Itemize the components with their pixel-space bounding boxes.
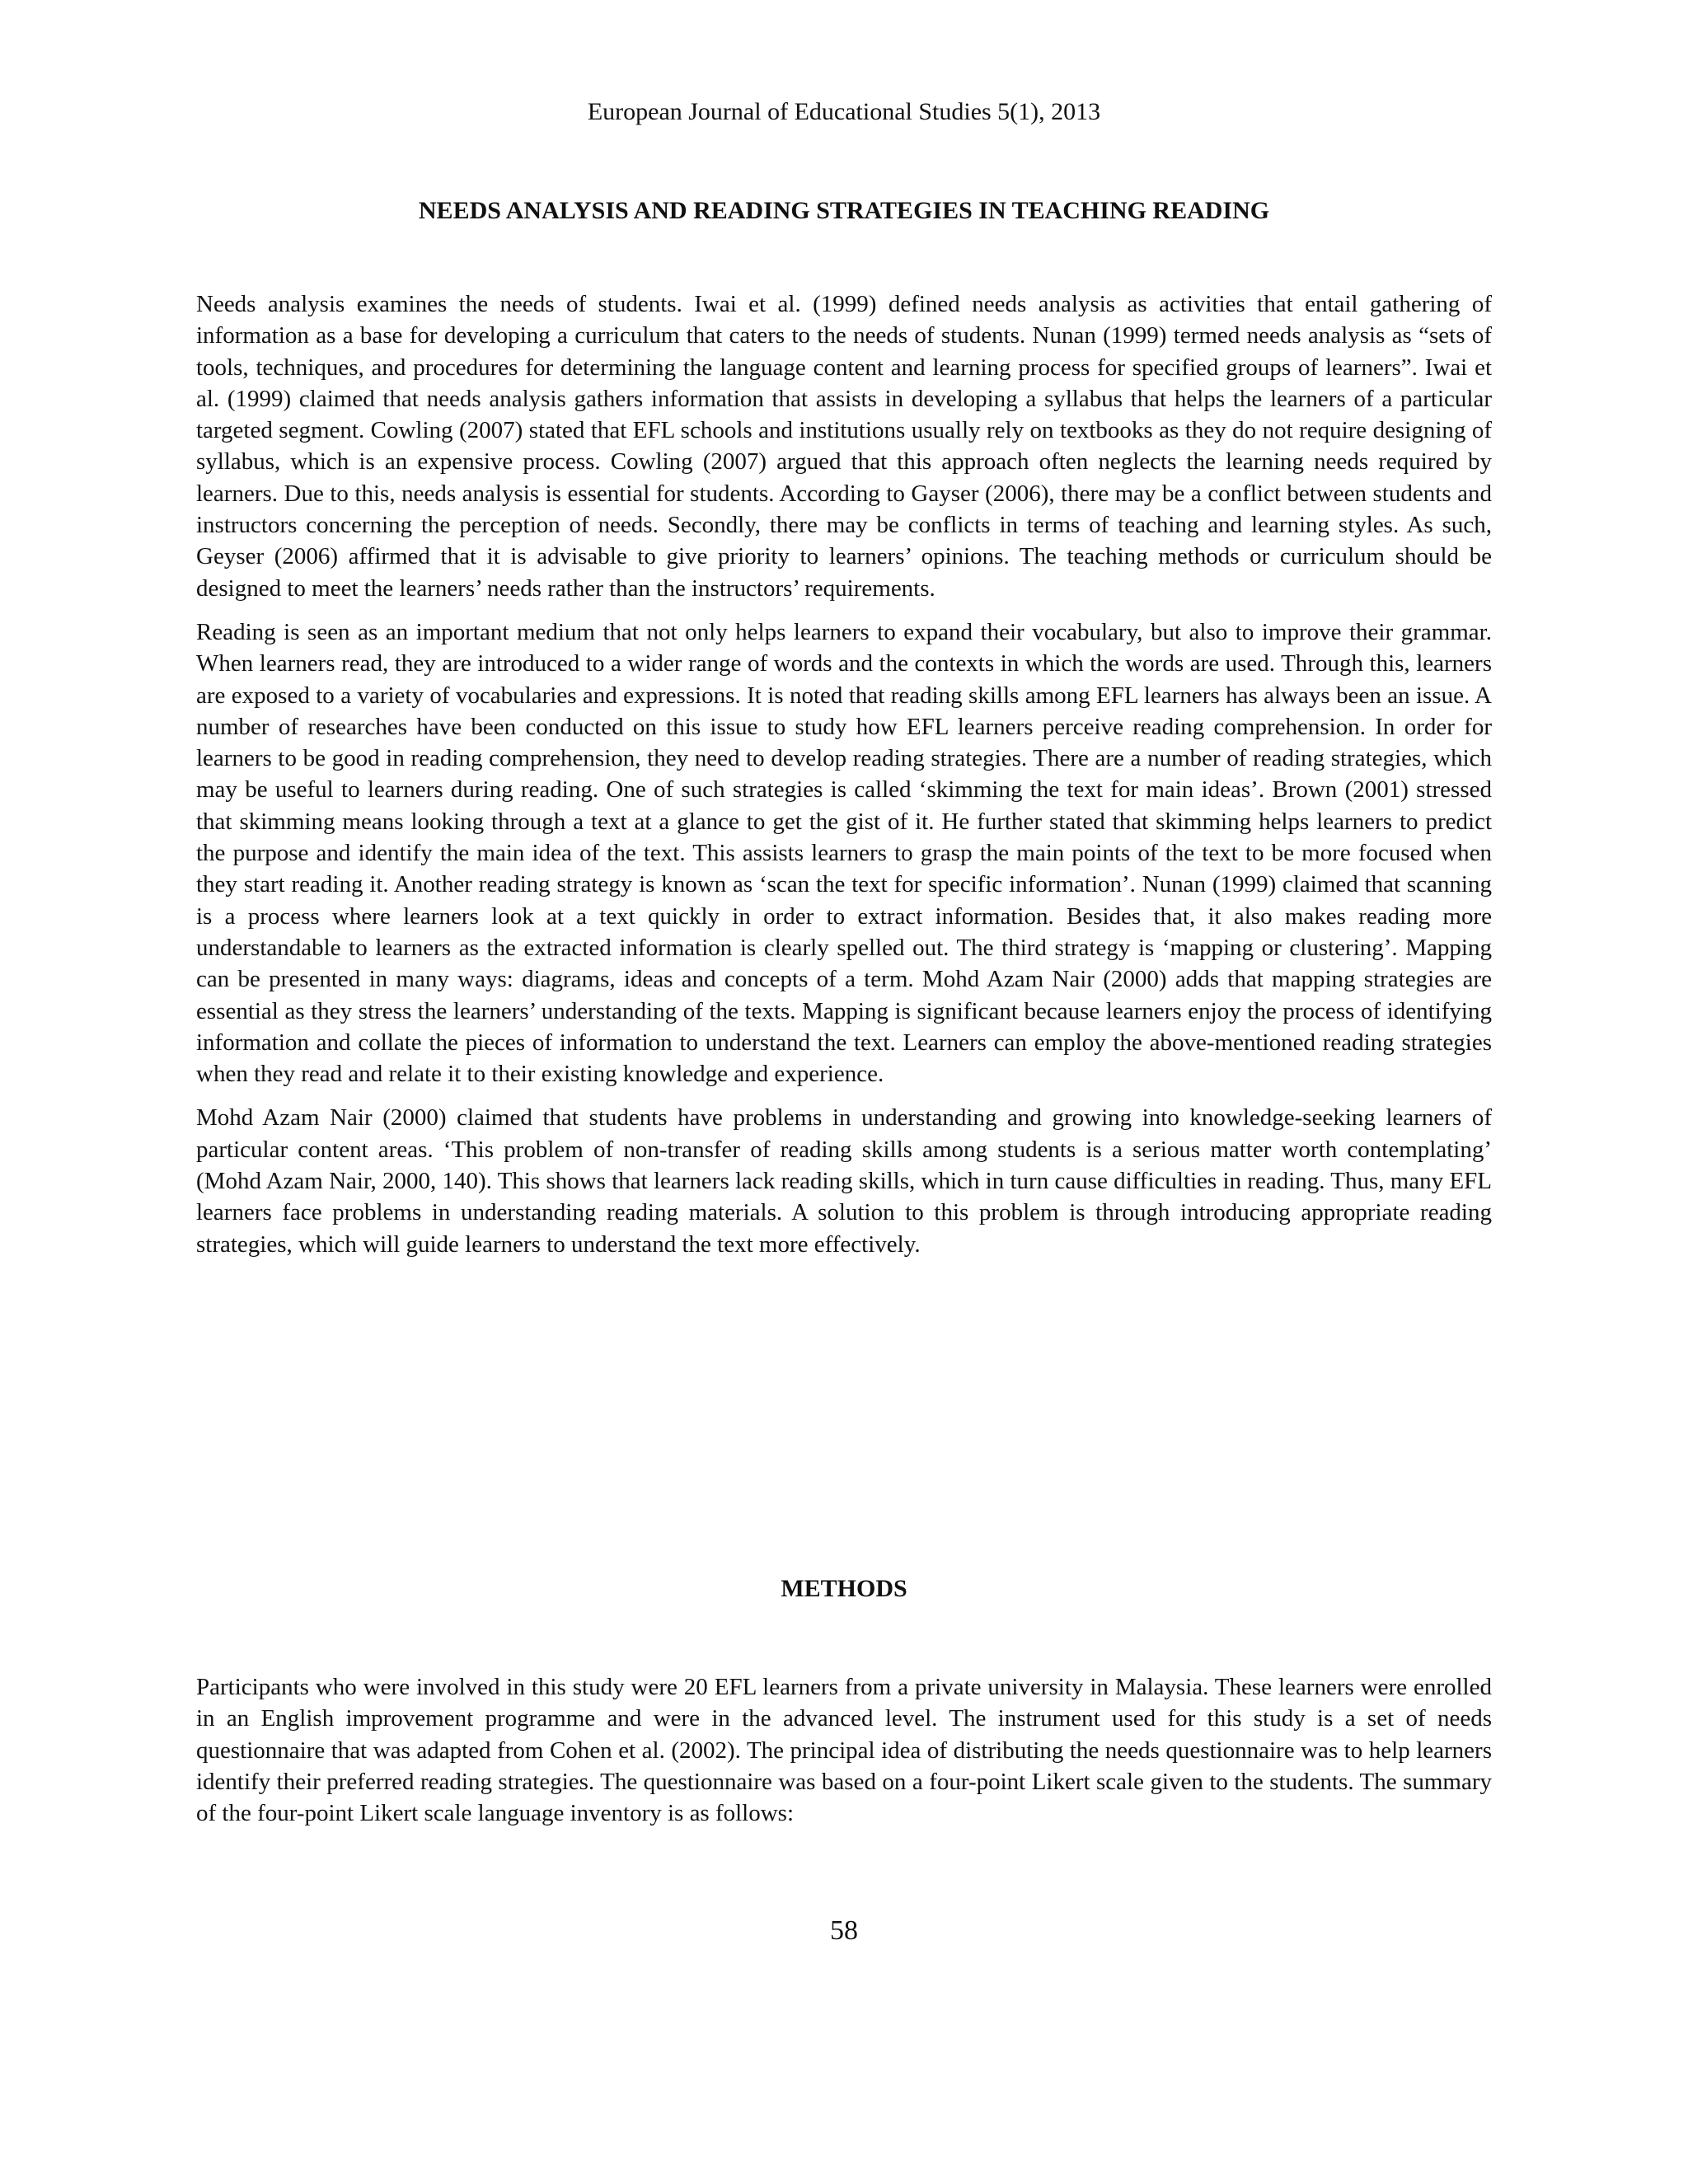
paragraph-reading-problems: Mohd Azam Nair (2000) claimed that students have problems in understanding and growing into knowledge-seeking learners of particular content areas. ‘This problem of non-transfer of reading skills among students is a serious matter worth contemplating’ (Mohd Azam Nair, 2000, 140). This shows that learners lack reading skills, which in turn cause difficulties in reading. Thus, many EFL learners face problems in understanding reading materials. A solution to this problem is through introducing appropriate reading strategies, which will guide learners to understand the text more effectively. bbox=[196, 1104, 1492, 1258]
paragraph-needs-analysis: Needs analysis examines the needs of students. Iwai et al. (1999) defined needs analysis as activities that entail gathering of information as a base for developing a curriculum that caters to the needs of students. Nunan (1999) termed needs analysis as “sets of tools, techniques, and procedures for determining the language content and learning process for specified groups of learners”. Iwai et al. (1999) claimed that needs analysis gathers information that assists in developing a syllabus that helps the learners of a particular targeted segment. Cowling (2007) stated that EFL schools and institutions usually rely on textbooks as they do not require designing of syllabus, which is an expensive process. Cowling (2007) argued that this approach often neglects the learning needs required by learners. Due to this, needs analysis is essential for students. According to Gayser (2006), there may be a conflict between students and instructors concerning the perception of needs. Secondly, there may be conflicts in terms of teaching and learning styles. As such, Geyser (2006) affirmed that it is advisable to give priority to learners’ opinions. The teaching methods or curriculum should be designed to meet the learners’ needs rather than the instructors’ requirements. bbox=[196, 291, 1492, 602]
section-title: NEEDS ANALYSIS AND READING STRATEGIES IN TEACHING READING bbox=[418, 197, 1270, 224]
methods-section bbox=[196, 1671, 1492, 1841]
intro-section bbox=[196, 288, 1492, 1272]
methods-heading: METHODS bbox=[781, 1575, 907, 1602]
journal-running-header: European Journal of Educational Studies 5(1), 2013 bbox=[587, 98, 1101, 125]
paragraph-participants: Participants who were involved in this study were 20 EFL learners from a private university in Malaysia. These learners were enrolled in an English improvement programme and were in the advanced level. The instrument used for this study is a set of needs questionnaire that was adapted from Cohen et al. (2002). The principal idea of distributing the needs questionnaire was to help learners identify their preferred reading strategies. The questionnaire was based on a four-point Likert scale given to the students. The summary of the four-point Likert scale language inventory is as follows: bbox=[196, 1674, 1492, 1827]
paragraph-reading-strategies: Reading is seen as an important medium that not only helps learners to expand their vocabulary, but also to improve their grammar. When learners read, they are introduced to a wider range of words and the contexts in which the words are used. Through this, learners are exposed to a variety of vocabularies and expressions. It is noted that reading skills among EFL learners has always been an issue. A number of researches have been conducted on this issue to study how EFL learners perceive reading comprehension. In order for learners to be good in reading comprehension, they need to develop reading strategies. There are a number of reading strategies, which may be useful to learners during reading. One of such strategies is called ‘skimming the text for main ideas’. Brown (2001) stressed that skimming means looking through a text at a glance to get the gist of it. He further stated that skimming helps learners to predict the purpose and identify the main idea of the text. This assists learners to grasp the main points of the text to be more focused when they start reading it. Another reading strategy is known as ‘scan the text for specific information’. Nunan (1999) claimed that scanning is a process where learners look at a text quickly in order to extract information. Besides that, it also makes reading more understandable to learners as the extracted information is clearly spelled out. The third strategy is ‘mapping or clustering’. Mapping can be presented in many ways: diagrams, ideas and concepts of a term. Mohd Azam Nair (2000) adds that mapping strategies are essential as they stress the learners’ understanding of the texts. Mapping is significant because learners enjoy the process of identifying information and collate the pieces of information to understand the text. Learners can employ the above-mentioned reading strategies when they read and relate it to their existing knowledge and experience. bbox=[196, 618, 1492, 1088]
page-number: 58 bbox=[830, 1915, 858, 1946]
